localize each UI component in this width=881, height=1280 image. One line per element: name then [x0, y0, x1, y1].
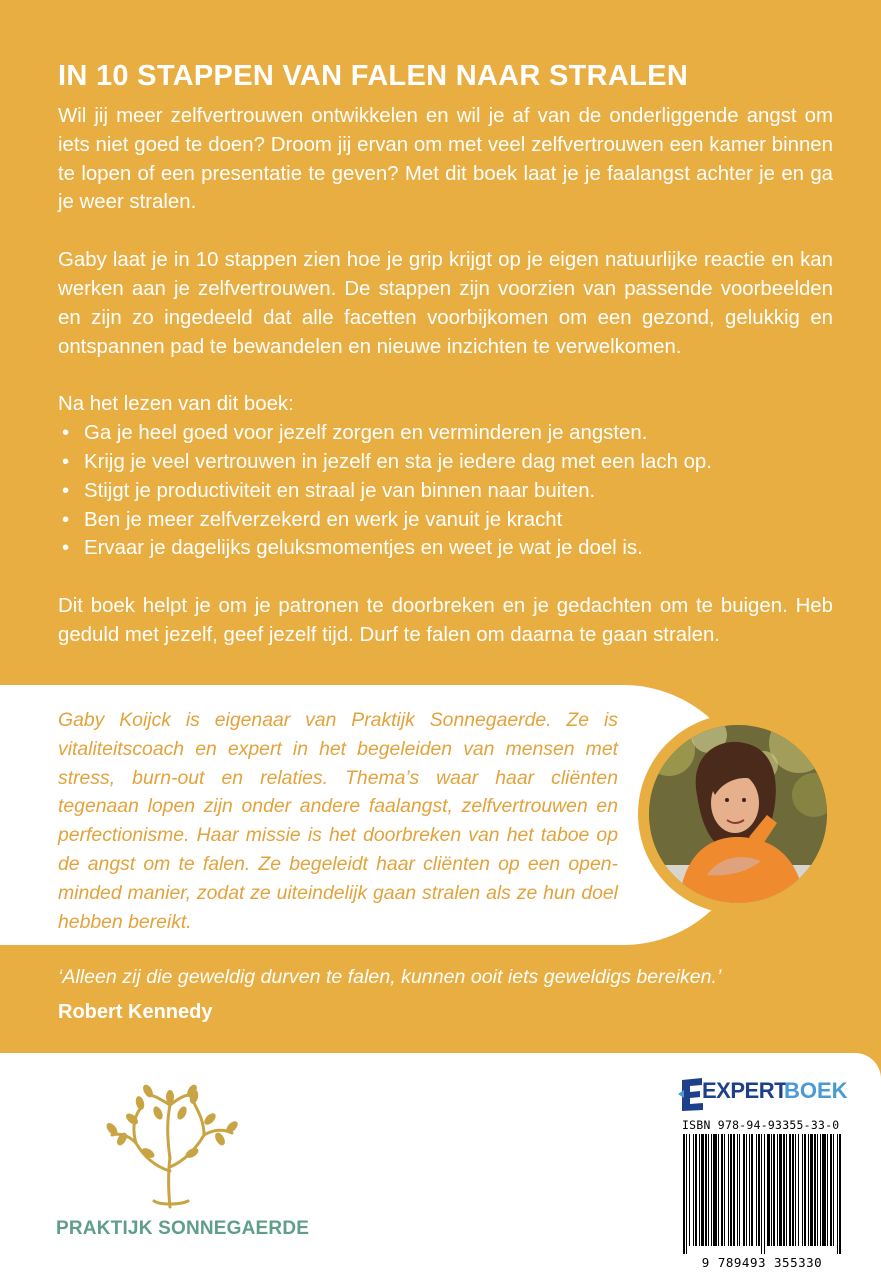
barcode [682, 1134, 841, 1254]
barcode-bar [708, 1134, 709, 1246]
barcode-bar [833, 1134, 834, 1246]
barcode-bar [830, 1134, 832, 1246]
author-portrait-illustration [649, 725, 827, 903]
barcode-bar [761, 1134, 762, 1254]
barcode-digits: 9 789493 355330 [701, 1255, 823, 1270]
barcode-bar [817, 1134, 818, 1246]
barcode-bar [737, 1134, 738, 1246]
barcode-bar [701, 1134, 704, 1246]
benefits-intro: Na het lezen van dit boek: [58, 393, 294, 416]
barcode-bar [758, 1134, 760, 1246]
barcode-bar [743, 1134, 745, 1246]
barcode-bar [792, 1134, 794, 1246]
barcode-bar [773, 1134, 775, 1246]
intro-paragraph: Wil jij meer zelfvertrouwen ontwikkelen en wil je af van de onderliggende angst om iets niet goed te doen? Droom jij ervan om met veel zelfvertrouwen een kamer binnen te lopen of een presentatie te geven? Met dit boek laat je je faalangst achter je en ga je weer stralen. [58, 105, 833, 214]
barcode-bar [767, 1134, 770, 1246]
barcode-bar [746, 1134, 747, 1246]
blurb [58, 102, 833, 650]
barcode-bar [827, 1134, 828, 1246]
barcode-bar [795, 1134, 796, 1246]
barcode-bar [683, 1134, 685, 1254]
barcode-bar [739, 1134, 740, 1246]
barcode-bar [820, 1134, 821, 1246]
benefit-item: • Ga je heel goed voor jezelf zorgen en verminderen je angsten. [58, 419, 833, 448]
barcode-bar [728, 1134, 729, 1246]
barcode-bar [718, 1134, 719, 1246]
barcode-bar [810, 1134, 813, 1246]
barcode-bar [789, 1134, 791, 1246]
barcode-bar [699, 1134, 700, 1246]
barcode-bar [822, 1134, 826, 1246]
benefits-list [58, 419, 833, 563]
barcode-bar [749, 1134, 750, 1246]
quote-author: Robert Kennedy [58, 1001, 213, 1023]
barcode-bar [804, 1134, 806, 1246]
publisher-name-boek: BOEK [784, 1078, 848, 1103]
barcode-bar [839, 1134, 841, 1254]
barcode-bar [686, 1134, 687, 1254]
barcode-bar [695, 1134, 697, 1246]
barcode-bar [689, 1134, 690, 1246]
barcode-bar [786, 1134, 787, 1246]
barcode-bar [713, 1134, 717, 1246]
barcode-bar [779, 1134, 782, 1246]
barcode-bar [777, 1134, 778, 1246]
publisher-name-expert: EXPERT [702, 1078, 788, 1103]
barcode-bar [693, 1134, 694, 1246]
barcode-bar [756, 1134, 757, 1246]
steps-paragraph: Gaby laat je in 10 stappen zien hoe je grip krijgt op je eigen natuurlijke reactie en kan werken aan je zelfvertrouwen. De stappen zijn voorzien van passende voorbeelden en zijn zo ingedeeld dat alle facetten voorbijkomen om een gezond, gelukkig en ontspannen pad te bewandelen en nieuwe inzichten te verwelkomen. [58, 249, 833, 358]
barcode-bar [730, 1134, 732, 1246]
benefit-item: • Stijgt je productiviteit en straal je van binnen naar buiten. [58, 477, 833, 506]
barcode-bar [724, 1134, 725, 1246]
tree-logo-icon [98, 1083, 243, 1211]
practice-name: PRAKTIJK SONNEGAERDE [56, 1218, 310, 1239]
barcode-bar [764, 1134, 765, 1254]
isbn-label: ISBN 978-94-93355-33-0 [682, 1118, 840, 1132]
barcode-bar [711, 1134, 712, 1246]
benefit-item: • Ben je meer zelfverzekerd en werk je vanuit je kracht [58, 506, 833, 535]
barcode-bar [837, 1134, 838, 1254]
author-bio: Gaby Koijck is eigenaar van Praktijk Sonnegaerde. Ze is vitaliteitscoach en expert in het begeleiden van mensen met stress, burn-out en relaties. Thema’s waar haar cliënten tegenaan lopen zijn onder andere faalangst, zelfvertrouwen en perfectionisme. Haar missie is het doorbreken van het taboe op de angst om te falen. Ze begeleidt haar cliënten op een open-minded manier, zodat ze uiteindelijk gaan stralen als ze hun doel hebben bereikt. [58, 709, 618, 933]
author-portrait [649, 725, 827, 903]
benefit-item: • Ervaar je dagelijks geluksmomentjes en weet je wat je doel is. [58, 534, 833, 563]
barcode-bar [798, 1134, 799, 1246]
barcode-bar [814, 1134, 816, 1246]
barcode-bar [751, 1134, 753, 1246]
barcode-bar [802, 1134, 803, 1246]
quote: ‘Alleen zij die geweldig durven te falen, kunnen ooit iets geweldigs bereiken.’ [58, 966, 722, 988]
book-title: IN 10 STAPPEN VAN FALEN NAAR STRALEN [58, 60, 689, 92]
barcode-bar [808, 1134, 809, 1246]
barcode-bar [733, 1134, 735, 1246]
barcode-bar [721, 1134, 723, 1246]
benefit-item: • Krijg je veel vertrouwen in jezelf en sta je iedere dag met een lach op. [58, 448, 833, 477]
barcode-bar [705, 1134, 707, 1246]
closing-paragraph: Dit boek helpt je om je patronen te doorbreken en je gedachten om te buigen. Heb geduld met jezelf, geef jezelf tijd. Durf te falen om daarna te gaan stralen. [58, 595, 833, 646]
barcode-bar [771, 1134, 772, 1246]
barcode-bar [783, 1134, 785, 1246]
expertboek-logo-icon [678, 1076, 848, 1114]
